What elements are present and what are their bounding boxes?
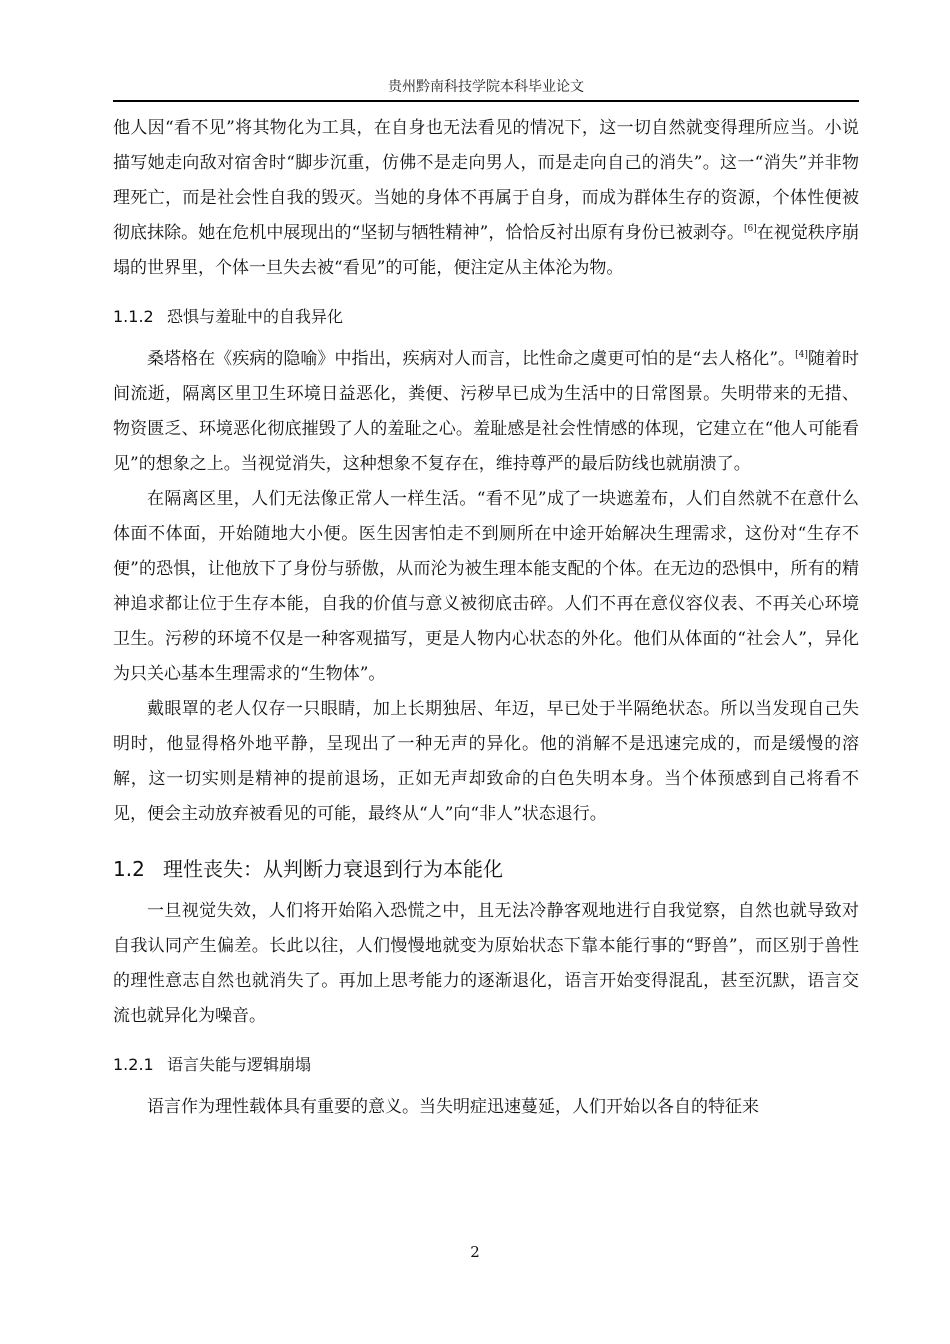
- paragraph-2-text-a: 桑塔格在《疾病的隐喻》中指出，疾病对人而言，比性命之虞更可怕的是“去人格化”。: [147, 349, 796, 369]
- paragraph-4: 戴眼罩的老人仅存一只眼睛，加上长期独居、年迈，早已处于半隔绝状态。所以当发现自己失明时，他显得格外地平静，呈现出了一种无声的异化。他的消解不是迅速完成的，而是缓慢的溶解，这一切实则是精神的提前退场，正如无声却致命的白色失明本身。当个体预感到自己将看不见，便会主动放弃被看见的可能，最终从“人”向“非人”状态退行。: [113, 699, 859, 824]
- paragraph-3: 在隔离区里，人们无法像正常人一样生活。“看不见”成了一块遮羞布，人们自然就不在意什么体面不体面，开始随地大小便。医生因害怕走不到厕所在中途开始解决生理需求，这份对“生存不便”的恐惧，让他放下了身份与骄傲，从而沦为被生理本能支配的个体。在无边的恐惧中，所有的精神追求都让位于生存本能，自我的价值与意义被彻底击碎。人们不再在意仪容仪表、不再关心环境卫生。污秽的环境不仅是一种客观描写，更是人物内心状态的外化。他们从体面的“社会人”，异化为只关心基本生理需求的“生物体”。: [113, 489, 859, 684]
- section-number: 1.2.1: [113, 1055, 154, 1074]
- header-divider: [113, 100, 859, 102]
- section-heading-1-2: [113, 852, 859, 886]
- section-title: 理性丧失：从判断力衰退到行为本能化: [163, 857, 503, 881]
- section-heading-1-1-2: [113, 304, 859, 330]
- paragraph-1-text-a: 他人因“看不见”将其物化为工具，在自身也无法看见的情况下，这一切自然就变得理所应当。小说描写她走向敌对宿舍时“脚步沉重，仿佛不是走向男人，而是走向自己的消失”。这一“消失”并非物理死亡，而是社会性自我的毁灭。当她的身体不再属于自身，而成为群体生存的资源，个体性便被彻底抹除。她在危机中展现出的“坚韧与牺牲精神”，恰恰反衬出原有身份已被剥夺。: [113, 118, 859, 243]
- paragraph-1: [113, 111, 859, 286]
- citation-4: [4]: [795, 350, 808, 360]
- paragraph-1-text-b: 在视觉秩序崩塌的世界里，个体一旦失去被“看见”的可能，便注定从主体沦为物。: [113, 223, 860, 278]
- page-number: 2: [470, 1243, 480, 1261]
- paragraph-6: 语言作为理性载体具有重要的意义。当失明症迅速蔓延，人们开始以各自的特征来: [147, 1097, 759, 1117]
- section-heading-1-2-1: [113, 1052, 859, 1078]
- paragraph-5: 一旦视觉失效，人们将开始陷入恐慌之中，且无法冷静客观地进行自我觉察，自然也就导致对自我认同产生偏差。长此以往，人们慢慢地就变为原始状态下靠本能行事的“野兽”，而区别于兽性的理性意志自然也就消失了。再加上思考能力的逐渐退化，语言开始变得混乱，甚至沉默，语言交流也就异化为噪音。: [113, 901, 859, 1026]
- section-title: 恐惧与羞耻中的自我异化: [167, 307, 344, 326]
- section-number: 1.2: [113, 857, 145, 881]
- paragraph-2-text-b: 随着时间流逝，隔离区里卫生环境日益恶化，粪便、污秽早已成为生活中的日常图景。失明带来的无措、物资匮乏、环境恶化彻底摧毁了人的羞耻之心。羞耻感是社会性情感的体现，它建立在“他人可能看见”的想象之上。当视觉消失，这种想象不复存在，维持尊严的最后防线也就崩溃了。: [113, 349, 859, 474]
- section-number: 1.1.2: [113, 307, 154, 326]
- section-title: 语言失能与逻辑崩塌: [167, 1055, 312, 1074]
- page-body: [113, 111, 859, 1125]
- running-header: 贵州黔南科技学院本科毕业论文: [388, 79, 584, 95]
- citation-6: [6]: [744, 224, 757, 234]
- paragraph-2: [113, 342, 859, 482]
